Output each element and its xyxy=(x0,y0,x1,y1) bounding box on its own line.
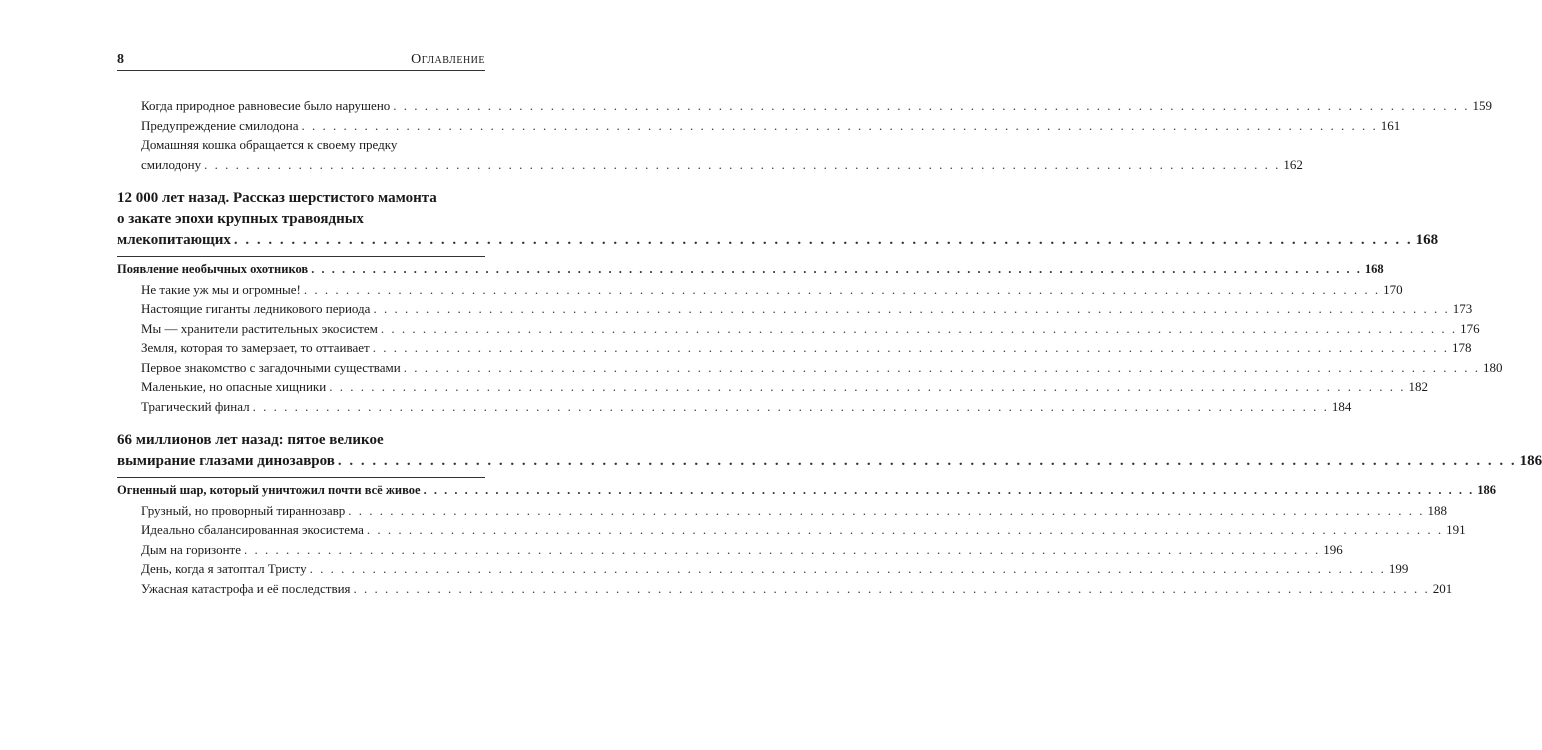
toc-entry-page: 162 xyxy=(1283,156,1303,172)
dot-leader xyxy=(424,481,1475,501)
chapter-title-line3: млекопитающих xyxy=(117,232,231,248)
dot-leader xyxy=(373,338,1449,358)
chapter-rule xyxy=(117,256,485,257)
dot-leader xyxy=(310,559,1386,579)
toc-entry-title: Когда природное равновесие было нарушено xyxy=(141,98,391,113)
toc-section-title: Огненный шар, который уничтожил почти всё живое xyxy=(117,483,421,497)
dot-leader xyxy=(311,260,1362,280)
dot-leader xyxy=(373,299,1449,319)
toc-entry[interactable] xyxy=(117,501,1448,521)
toc-entry-title: Земля, которая то замерзает, то оттаивает xyxy=(141,340,370,355)
dot-leader xyxy=(253,397,1329,417)
toc-entry[interactable] xyxy=(117,338,1472,358)
toc-section[interactable] xyxy=(117,260,1384,280)
toc-entry-page: 159 xyxy=(1472,98,1493,113)
dot-leader xyxy=(329,377,1405,397)
dot-leader xyxy=(354,579,1430,599)
chapter-heading-2[interactable] xyxy=(117,430,1542,472)
dot-leader xyxy=(348,501,1424,521)
toc-entry-title: Не такие уж мы и огромные! xyxy=(141,281,301,297)
toc-entry-page: 161 xyxy=(1380,117,1401,133)
toc-entry[interactable] xyxy=(117,299,1473,319)
toc-entry-title: Ужасная катастрофа и её последствия xyxy=(141,580,351,596)
toc-entry-title: Настоящие гиганты ледникового периода xyxy=(141,301,371,316)
toc-entry-multiline[interactable] xyxy=(117,135,1303,174)
toc-entry-title: День, когда я затоптал Тристу xyxy=(141,561,307,576)
dot-leader xyxy=(338,451,1517,472)
toc-entry[interactable] xyxy=(117,358,1503,378)
toc-entry[interactable] xyxy=(117,520,1466,540)
header-rule xyxy=(117,70,485,71)
toc-entry[interactable] xyxy=(117,579,1453,599)
toc-entry-page: 196 xyxy=(1323,541,1343,557)
toc-entry-page: 184 xyxy=(1331,398,1352,414)
toc-entry-title-line2: смилодону xyxy=(141,156,202,172)
toc-entry-page: 180 xyxy=(1482,359,1503,375)
chapter-title-line1: 12 000 лет назад. Рассказ шерстистого мамонта xyxy=(117,190,437,206)
chapter-title-line2: о закате эпохи крупных травоядных xyxy=(117,211,364,227)
table-of-contents xyxy=(117,96,1542,598)
toc-entry[interactable] xyxy=(117,540,1343,560)
chapter-page: 186 xyxy=(1519,453,1542,469)
toc-section-page: 168 xyxy=(1364,262,1384,276)
toc-entry-page: 199 xyxy=(1388,561,1409,576)
toc-entry-page: 201 xyxy=(1432,580,1453,596)
toc-entry[interactable] xyxy=(117,377,1428,397)
toc-entry[interactable] xyxy=(117,319,1480,339)
dot-leader xyxy=(204,155,1280,175)
dot-leader xyxy=(304,280,1380,300)
toc-entry-page: 178 xyxy=(1451,340,1472,355)
toc-entry-title-line1: Домашняя кошка обращается к своему предку xyxy=(141,137,398,152)
chapter-heading-1[interactable] xyxy=(117,188,1439,251)
toc-section[interactable] xyxy=(117,481,1496,501)
toc-entry-title: Грузный, но проворный тираннозавр xyxy=(141,502,346,518)
toc-entry[interactable] xyxy=(117,559,1409,579)
toc-entry-title: Мы — хранители растительных экосистем xyxy=(141,320,378,336)
toc-entry-page: 191 xyxy=(1446,522,1466,537)
toc-entry-title: Идеально сбалансированная экосистема xyxy=(141,522,364,537)
toc-entry-title: Предупреждение смилодона xyxy=(141,117,299,133)
toc-entry-title: Первое знакомство с загадочными существами xyxy=(141,359,401,375)
toc-entry[interactable] xyxy=(117,280,1403,300)
dot-leader xyxy=(381,319,1457,339)
dot-leader xyxy=(404,358,1480,378)
toc-entry[interactable] xyxy=(117,116,1401,136)
page-number: 8 xyxy=(117,52,124,67)
toc-entry-page: 182 xyxy=(1408,379,1428,394)
dot-leader xyxy=(393,96,1469,116)
toc-entry-page: 188 xyxy=(1427,502,1448,518)
toc-entry-title: Дым на горизонте xyxy=(141,541,241,557)
section-title: Оглавление xyxy=(411,52,485,67)
dot-leader xyxy=(244,540,1320,560)
toc-entry-title: Маленькие, но опасные хищники xyxy=(141,379,327,394)
toc-entry-page: 173 xyxy=(1452,301,1473,316)
dot-leader xyxy=(234,230,1413,251)
chapter-title-line1: 66 миллионов лет назад: пятое великое xyxy=(117,432,384,448)
toc-section-page: 186 xyxy=(1477,483,1496,497)
dot-leader xyxy=(302,116,1378,136)
toc-entry[interactable] xyxy=(117,96,1493,116)
chapter-rule xyxy=(117,477,485,478)
toc-section-title: Появление необычных охотников xyxy=(117,262,309,276)
chapter-page: 168 xyxy=(1415,232,1439,248)
dot-leader xyxy=(367,520,1443,540)
toc-entry[interactable] xyxy=(117,397,1352,417)
chapter-title-line2: вымирание глазами динозавров xyxy=(117,453,335,469)
running-head xyxy=(117,50,485,70)
toc-entry-page: 176 xyxy=(1460,320,1480,336)
toc-entry-title: Трагический финал xyxy=(141,398,250,414)
toc-entry-page: 170 xyxy=(1383,281,1403,297)
